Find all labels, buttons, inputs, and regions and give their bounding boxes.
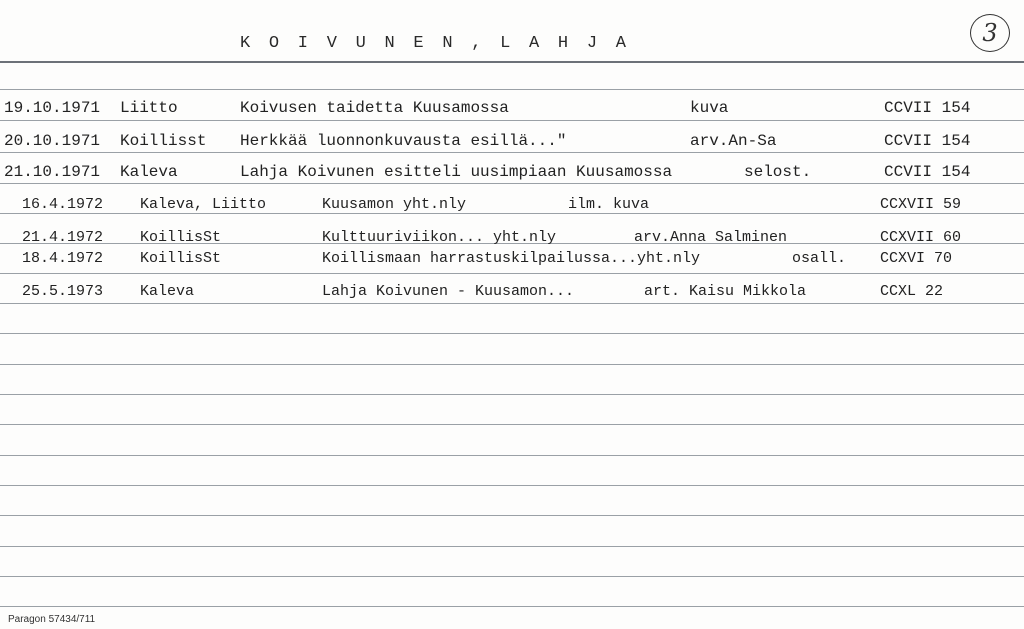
ruled-line: [0, 273, 1024, 274]
entry-source: KoillisSt: [140, 229, 222, 246]
header-rule: [0, 61, 1024, 63]
ruled-line: [0, 424, 1024, 425]
entry-date: 18.4.1972: [22, 250, 104, 267]
ruled-line: [0, 455, 1024, 456]
entry-date: 21.10.1971: [4, 163, 101, 181]
entry-ref: CCXL 22: [880, 283, 944, 300]
entry-title: Lahja Koivunen esitteli uusimpiaan Kuusamossa: [240, 163, 673, 181]
entry-title: Lahja Koivunen - Kuusamon...: [322, 283, 575, 300]
entry-ref: CCVII 154: [884, 132, 971, 150]
ruled-line: [0, 213, 1024, 214]
entry-date: 25.5.1973: [22, 283, 104, 300]
entry-type: kuva: [690, 99, 729, 117]
entry-title: Herkkää luonnonkuvausta esillä...": [240, 132, 567, 150]
ruled-line: [0, 546, 1024, 547]
entry-title: Koillismaan harrastuskilpailussa...yht.nly: [322, 250, 701, 267]
ruled-line: [0, 89, 1024, 90]
entry-title: Koivusen taidetta Kuusamossa: [240, 99, 509, 117]
ruled-line: [0, 485, 1024, 486]
entry-title: Kuusamon yht.nly: [322, 196, 467, 213]
entry-type: arv.Anna Salminen: [634, 229, 788, 246]
entry-ref: CCXVII 59: [880, 196, 962, 213]
ruled-line: [0, 120, 1024, 121]
entry-type: art. Kaisu Mikkola: [644, 283, 807, 300]
card-footer: Paragon 57434/711: [8, 614, 96, 625]
ruled-line: [0, 364, 1024, 365]
entry-date: 20.10.1971: [4, 132, 101, 150]
entry-type: osall.: [792, 250, 847, 267]
entry-source: Kaleva: [140, 283, 195, 300]
entry-type: arv.An-Sa: [690, 132, 777, 150]
entry-source: Koillisst: [120, 132, 207, 150]
card-title: K O I V U N E N , L A H J A: [240, 34, 631, 53]
entry-source: Kaleva, Liitto: [140, 196, 267, 213]
entry-date: 19.10.1971: [4, 99, 101, 117]
entry-type: ilm. kuva: [568, 196, 650, 213]
card-number-circle: 3: [970, 14, 1010, 52]
entry-date: 21.4.1972: [22, 229, 104, 246]
ruled-line: [0, 606, 1024, 607]
entry-source: Kaleva: [120, 163, 178, 181]
entry-ref: CCVII 154: [884, 99, 971, 117]
entry-source: Liitto: [120, 99, 178, 117]
entry-date: 16.4.1972: [22, 196, 104, 213]
entry-title: Kulttuuriviikon... yht.nly: [322, 229, 557, 246]
entry-ref: CCXVII 60: [880, 229, 962, 246]
ruled-line: [0, 394, 1024, 395]
ruled-line: [0, 183, 1024, 184]
ruled-line: [0, 303, 1024, 304]
entry-source: KoillisSt: [140, 250, 222, 267]
entry-ref: CCVII 154: [884, 163, 971, 181]
ruled-line: [0, 515, 1024, 516]
ruled-line: [0, 576, 1024, 577]
entry-type: selost.: [744, 163, 812, 181]
ruled-line: [0, 333, 1024, 334]
ruled-line: [0, 152, 1024, 153]
entry-ref: CCXVI 70: [880, 250, 953, 267]
